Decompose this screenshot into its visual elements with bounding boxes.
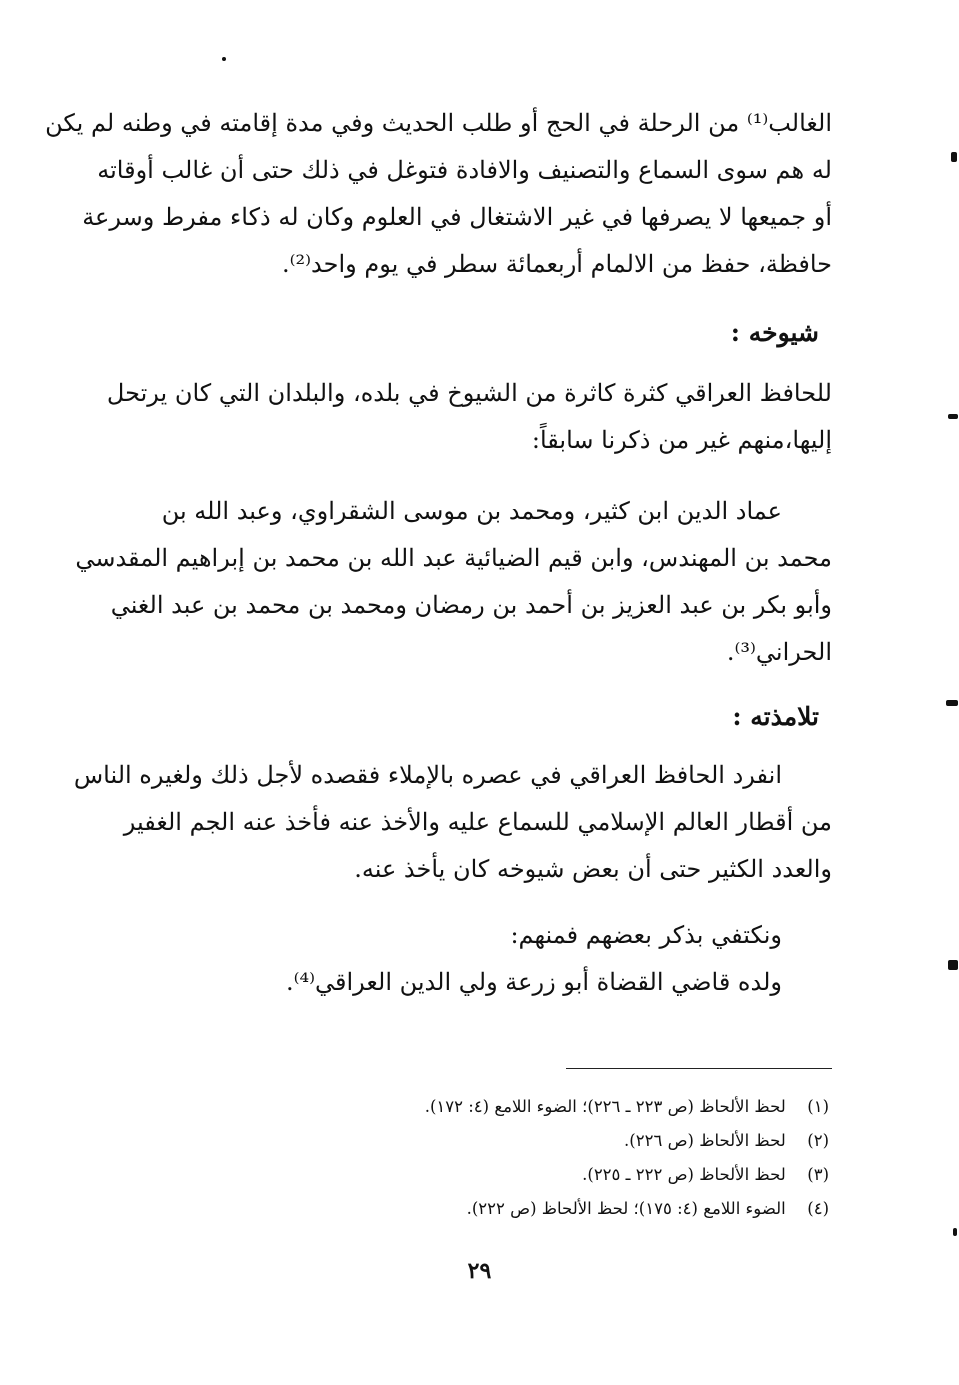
shuyukh-names-line: عماد الدين ابن كثير، ومحمد بن موسى الشقراوي، وعبد الله بن [161, 497, 782, 525]
footnote [269, 1192, 829, 1226]
footnote-text: لحظ الألحاظ (ص ٢٢٦). [624, 1131, 786, 1150]
footnote [269, 1158, 829, 1192]
footnote [269, 1124, 829, 1158]
intro-line: له هم سوى السماع والتصنيف والافادة فتوغل في ذلك حتى أن غالب أوقاته [97, 156, 832, 184]
footnote-number: (١) [807, 1097, 829, 1116]
shuyukh-names-line: محمد بن المهندس، وابن قيم الضيائية عبد الله بن محمد بن إبراهيم المقدسي [75, 544, 832, 572]
shuyukh-names-paragraph [75, 488, 832, 676]
scan-mark-right-1 [951, 152, 957, 162]
intro-line: حافظة، حفظ من الالمام أربعمائة سطر في يوم واحد⁽²⁾. [282, 250, 832, 278]
talamidh-paragraph [73, 752, 832, 893]
shuyukh-names-line: وأبو بكر بن عبد العزيز بن أحمد بن رمضان ومحمد بن محمد بن عبد الغني [110, 591, 832, 619]
talamidh-line: انفرد الحافظ العراقي في عصره بالإملاء فقصده لأجل ذلك ولغيره الناس [73, 761, 782, 789]
talamidh-closing [138, 912, 832, 1006]
footnote-text: لحظ الألحاظ (ص ٢٢٣ ـ ٢٢٦)؛ الضوء اللامع (٤: ١٧٢). [424, 1097, 786, 1116]
intro-line: الغالب⁽¹⁾ من الرحلة في الحج أو طلب الحديث وفي مدة إقامته في وطنه لم يكن [45, 109, 832, 137]
talamidh-closing-line: ولده قاضي القضاة أبو زرعة ولي الدين العراقي⁽⁴⁾. [285, 968, 782, 996]
shuyukh-names-line: الحراني⁽³⁾. [726, 638, 832, 666]
footnote [269, 1090, 829, 1124]
talamidh-closing-line: ونكتفي بذكر بعضهم فمنهم: [510, 921, 782, 949]
talamidh-line: والعدد الكثير حتى أن بعض شيوخه كان يأخذ عنه. [354, 855, 832, 883]
footnote-text: الضوء اللامع (٤: ١٧٥)؛ لحظ الألحاظ (ص ٢٢٢). [466, 1199, 786, 1218]
intro-line: أو جميعها لا يصرفها في غير الاشتغال في العلوم وكان له ذكاء مفرط وسرعة [82, 203, 832, 231]
shuyukh-intro-line: للحافظ العراقي كثرة كاثرة من الشيوخ في بلده، والبلدان التي كان يرتحل [106, 379, 832, 407]
intro-paragraph [45, 100, 832, 288]
footnote-number: (٢) [807, 1131, 829, 1150]
scan-mark-right-4 [948, 960, 958, 970]
shuyukh-intro-paragraph [106, 370, 832, 464]
scan-speck-top [222, 57, 226, 61]
footnote-number: (٣) [807, 1165, 829, 1184]
footnote-text: لحظ الألحاظ (ص ٢٢٢ ـ ٢٢٥). [582, 1165, 786, 1184]
scan-mark-right-5 [953, 1228, 957, 1236]
scan-mark-right-2 [948, 414, 958, 419]
shuyukh-intro-line: إليها،منهم غير من ذكرنا سابقاً: [531, 426, 832, 454]
footnotes [269, 1090, 829, 1226]
shuyukh-heading: شيوخه : [730, 318, 819, 347]
footnote-number: (٤) [807, 1199, 829, 1218]
talamidh-heading: تلامذته : [732, 702, 819, 731]
scan-mark-right-3 [946, 700, 958, 706]
talamidh-line: من أقطار العالم الإسلامي للسماع عليه والأخذ عنه فأخذ عنه الجم الغفير [123, 808, 832, 836]
footnote-divider [566, 1068, 832, 1069]
page-number: ٢٩ [467, 1258, 492, 1284]
